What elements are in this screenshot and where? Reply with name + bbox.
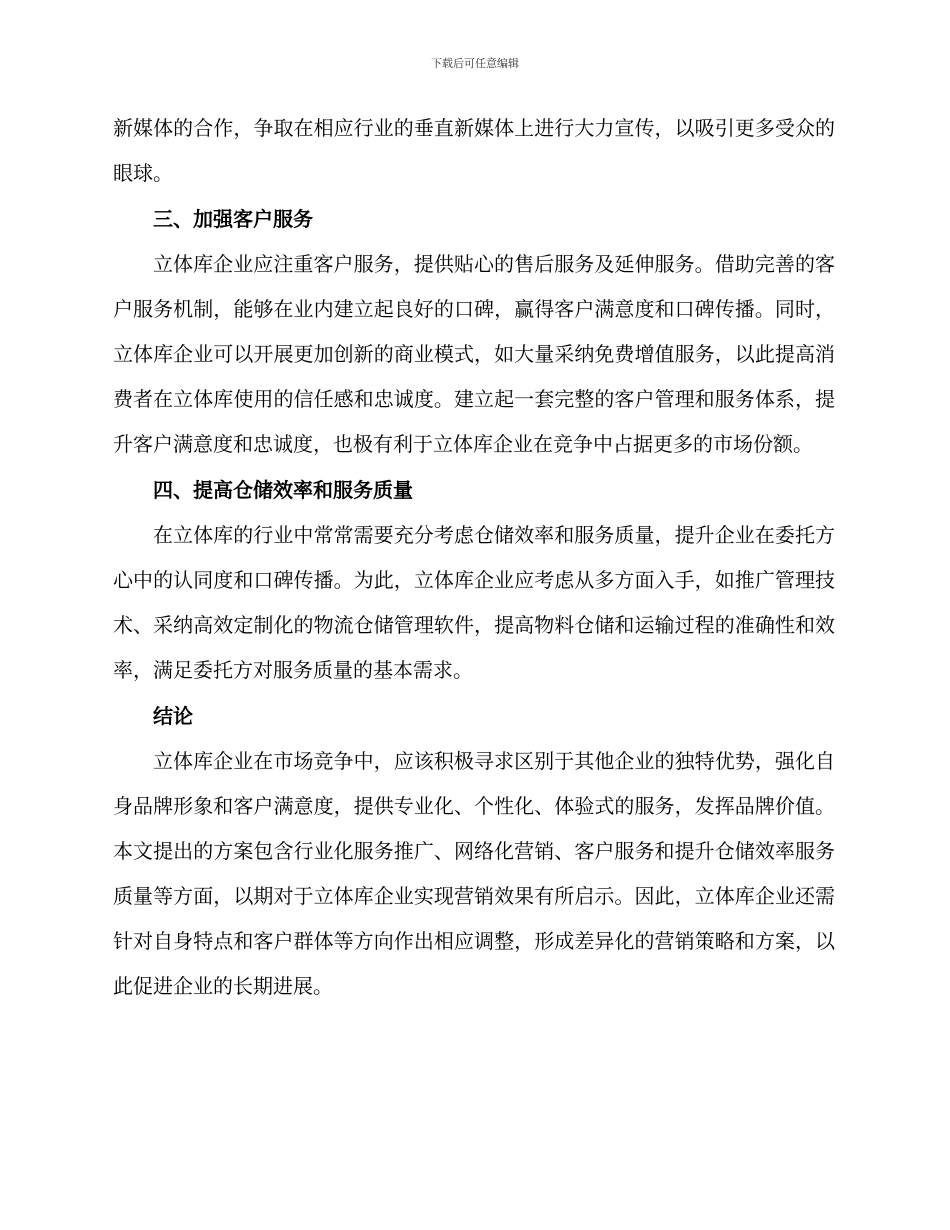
paragraph-intro-continuation: 新媒体的合作，争取在相应行业的垂直新媒体上进行大力宣传，以吸引更多受众的眼球。 xyxy=(113,116,835,185)
document-body xyxy=(113,106,835,1009)
paragraph-conclusion: 立体库企业在市场竞争中，应该积极寻求区别于其他企业的独特优势，强化自身品牌形象和客户满意度，提供专业化、个性化、体验式的服务，发挥品牌价值。本文提出的方案包含行业化服务推广、网络化营销、客户服务和提升仓储效率服务质量等方面，以期对于立体库企业实现营销效果有所启示。因此，立体库企业还需针对自身特点和客户群体等方向作出相应调整，形成差异化的营销策略和方案，以此促进企业的长期进展。 xyxy=(113,749,835,998)
page-header: 下载后可任意编辑 xyxy=(431,57,519,70)
paragraph-customer-service: 立体库企业应注重客户服务，提供贴心的售后服务及延伸服务。借助完善的客户服务机制，能够在业内建立起良好的口碑，赢得客户满意度和口碑传播。同时，立体库企业可以开展更加创新的商业模式，如大量采纳免费增值服务，以此提高消费者在立体库使用的信任感和忠诚度。建立起一套完整的客户管理和服务体系，提升客户满意度和忠诚度，也极有利于立体库企业在竞争中占据更多的市场份额。 xyxy=(113,252,835,456)
section-heading-customer-service: 三、加强客户服务 xyxy=(153,207,313,231)
paragraph-warehouse-efficiency: 在立体库的行业中常常需要充分考虑仓储效率和服务质量，提升企业在委托方心中的认同度和口碑传播。为此，立体库企业应考虑从多方面入手，如推广管理技术、采纳高效定制化的物流仓储管理软件，提高物料仓储和运输过程的准确性和效率，满足委托方对服务质量的基本需求。 xyxy=(113,523,835,682)
section-heading-conclusion: 结论 xyxy=(153,704,193,728)
section-heading-warehouse-efficiency: 四、提高仓储效率和服务质量 xyxy=(153,478,413,502)
